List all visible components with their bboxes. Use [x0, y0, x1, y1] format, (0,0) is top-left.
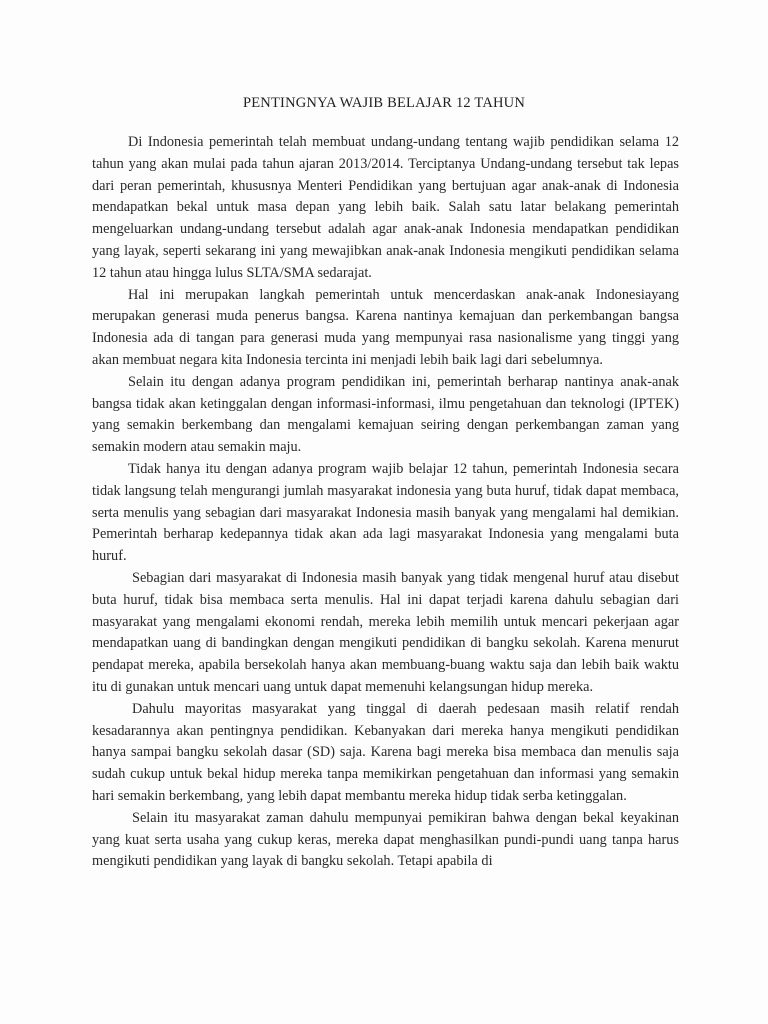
paragraph-7: Selain itu masyarakat zaman dahulu mempunyai pemikiran bahwa dengan bekal keyakinan yang kuat serta usaha yang cukup keras, mereka dapat menghasilkan pundi-pundi uang tanpa harus mengikuti pendidikan yang layak di bangku sekolah. Tetapi apabila di [92, 809, 679, 870]
paragraph-1: Di Indonesia pemerintah telah membuat undang-undang tentang wajib pendidikan selama 12 tahun yang akan mulai pada tahun ajaran 2013/2014. Terciptanya Undang-undang tersebut tak lepas dari peran pemerintah, khususnya Menteri Pendidikan yang bertujuan agar anak-anak di Indonesia mendapatkan bekal untuk masa depan yang lebih baik. Salah satu latar belakang pemerintah mengeluarkan undang-undang tersebut adalah agar anak-anak Indonesia mendapatkan pendidikan yang layak, seperti sekarang ini yang mewajibkan anak-anak Indonesia mengikuti pendidikan selama 12 tahun atau hingga lulus SLTA/SMA sedarajat. [92, 134, 679, 281]
paragraph-5: Sebagian dari masyarakat di Indonesia masih banyak yang tidak mengenal huruf atau disebut buta huruf, tidak bisa membaca serta menulis. Hal ini dapat terjadi karena dahulu sebagian dari masyarakat yang mengalami ekonomi rendah, mereka lebih memilih untuk mencari pekerjaan agar mendapatkan uang di bandingkan dengan mengikuti pendidikan di bangku sekolah. Karena menurut pendapat mereka, apabila bersekolah hanya akan membuang-buang waktu saja dan lebih baik waktu itu di gunakan untuk mencari uang untuk dapat memenuhi kelangsungan hidup mereka. [92, 569, 679, 695]
document-title: PENTINGNYA WAJIB BELAJAR 12 TAHUN [242, 95, 526, 111]
paragraph-3: Selain itu dengan adanya program pendidikan ini, pemerintah berharap nantinya anak-anak bangsa tidak akan ketinggalan dengan informasi-informasi, ilmu pengetahuan dan teknologi (IPTEK) yang semakin berkembang dan mengalami kemajuan seiring dengan perkembangan zaman yang semakin modern atau semakin maju. [92, 373, 679, 456]
paragraph-4: Tidak hanya itu dengan adanya program wajib belajar 12 tahun, pemerintah Indonesia secara tidak langsung telah mengurangi jumlah masyarakat indonesia yang buta huruf, tidak dapat membaca, serta menulis yang sebagian dari masyarakat Indonesia masih banyak yang mengalami hal demikian. Pemerintah berharap kedepannya tidak akan ada lagi masyarakat Indonesia yang mengalami buta huruf. [92, 460, 679, 565]
paragraph-2: Hal ini merupakan langkah pemerintah untuk mencerdaskan anak-anak Indonesiayang merupakan generasi muda penerus bangsa. Karena nantinya kemajuan dan perkembangan bangsa Indonesia ada di tangan para generasi muda yang mempunyai rasa nasionalisme yang tinggi yang akan membuat negara kita Indonesia tercinta ini menjadi lebih baik lagi dari sebelumnya. [92, 286, 679, 368]
paragraph-6: Dahulu mayoritas masyarakat yang tinggal di daerah pedesaan masih relatif rendah kesadarannya akan pentingnya pendidikan. Kebanyakan dari mereka hanya mengikuti pendidikan hanya sampai bangku sekolah dasar (SD) saja. Karena bagi mereka bisa membaca dan menulis saja sudah cukup untuk bekal hidup mereka tanpa memikirkan pengetahuan dan informasi yang semakin hari semakin berkembang, yang lebih dapat membantu mereka hidup tidak serba ketinggalan. [92, 700, 679, 804]
document-body [92, 132, 679, 873]
